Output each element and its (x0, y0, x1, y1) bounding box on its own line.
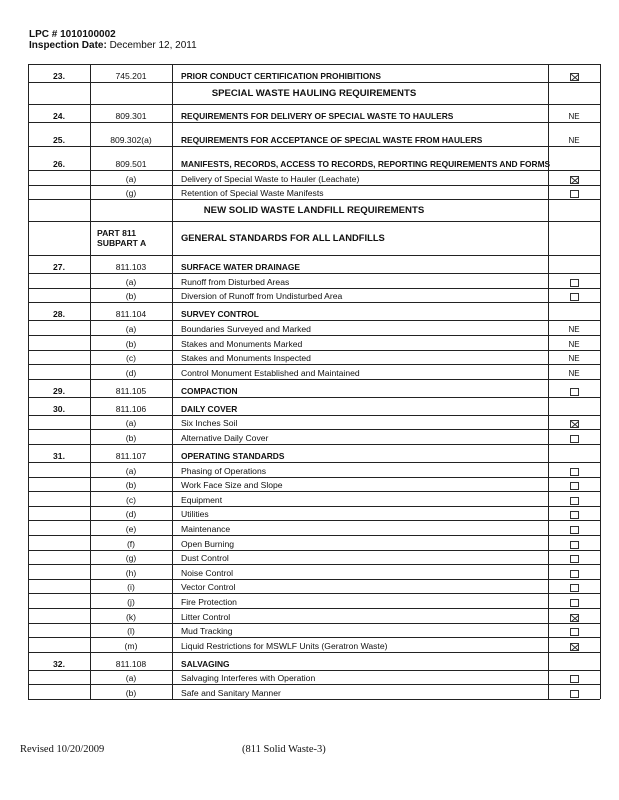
item-number (28, 335, 90, 350)
status-cell[interactable] (548, 64, 600, 82)
inspection-label: Inspection Date: (29, 40, 107, 51)
status-cell[interactable] (548, 670, 600, 685)
checkbox-icon[interactable] (570, 482, 579, 490)
requirement-text: Fire Protection (181, 596, 237, 607)
item-number (28, 593, 90, 608)
not-evaluated-mark: NE (568, 368, 580, 378)
checkbox-icon[interactable] (570, 435, 579, 443)
checklist-row (28, 255, 600, 273)
status-cell[interactable] (548, 637, 600, 652)
status-cell[interactable] (548, 429, 600, 444)
status-cell[interactable] (548, 273, 600, 288)
status-cell[interactable] (548, 104, 600, 122)
checkbox-icon[interactable] (570, 388, 579, 396)
requirement-text: Retention of Special Waste Manifests (181, 188, 324, 199)
item-number (28, 637, 90, 652)
checklist-row (28, 185, 600, 200)
status-cell[interactable] (548, 255, 600, 273)
status-cell[interactable] (548, 564, 600, 579)
checklist-row (28, 379, 600, 397)
requirement-text: COMPACTION (181, 385, 238, 396)
part-label: PART 811 SUBPART A (97, 227, 147, 248)
item-number (28, 273, 90, 288)
checklist-row (28, 335, 600, 350)
status-cell[interactable] (548, 146, 600, 170)
status-cell[interactable] (548, 350, 600, 365)
status-cell[interactable] (548, 335, 600, 350)
checklist-row (28, 593, 600, 608)
section-reference: (d) (125, 367, 137, 378)
not-evaluated-mark: NE (568, 324, 580, 334)
requirement-text: Delivery of Special Waste to Hauler (Leachate) (181, 173, 360, 184)
checkbox-icon[interactable] (570, 690, 579, 698)
requirement-text: REQUIREMENTS FOR ACCEPTANCE OF SPECIAL WASTE FROM HAULERS (181, 135, 483, 145)
column-rule (28, 64, 29, 699)
checklist-row (28, 429, 600, 444)
status-cell[interactable] (548, 623, 600, 638)
status-cell[interactable] (548, 491, 600, 506)
part-title: GENERAL STANDARDS FOR ALL LANDFILLS (181, 231, 385, 243)
section-band (28, 199, 600, 221)
requirement-text: Boundaries Surveyed and Marked (181, 323, 311, 334)
requirement-text: Stakes and Monuments Inspected (181, 353, 311, 364)
status-cell[interactable] (548, 397, 600, 415)
requirement-text: Six Inches Soil (181, 418, 238, 429)
section-reference: 811.107 (115, 451, 147, 461)
section-reference: 809.302(a) (110, 135, 152, 145)
item-number (28, 550, 90, 565)
checklist-row (28, 122, 600, 146)
section-title: NEW SOLID WASTE LANDFILL REQUIREMENTS (203, 205, 425, 217)
checklist-row (28, 104, 600, 122)
requirement-text: Litter Control (181, 611, 231, 622)
checklist-row (28, 397, 600, 415)
item-number (28, 564, 90, 579)
item-number (28, 623, 90, 638)
not-evaluated-mark: NE (568, 339, 580, 349)
status-cell[interactable] (548, 520, 600, 535)
lpc-number: 1010100002 (60, 29, 116, 40)
item-number: 25. (53, 135, 65, 145)
status-cell[interactable] (548, 477, 600, 492)
item-number: 32. (53, 658, 65, 669)
requirement-text: Runoff from Disturbed Areas (181, 276, 290, 287)
checklist-row (28, 608, 600, 623)
checklist-row (28, 623, 600, 638)
status-cell[interactable] (548, 302, 600, 320)
status-cell[interactable] (548, 170, 600, 185)
status-cell[interactable] (548, 652, 600, 670)
section-reference: (h) (125, 567, 137, 578)
item-number (28, 579, 90, 594)
checked-box-icon[interactable] (570, 176, 579, 184)
status-cell[interactable] (548, 608, 600, 623)
checkbox-icon[interactable] (570, 584, 579, 592)
not-evaluated-mark: NE (568, 136, 580, 145)
checked-box-icon[interactable] (570, 643, 579, 651)
requirement-text: Open Burning (181, 538, 235, 549)
item-number (28, 170, 90, 185)
requirement-text: DAILY COVER (181, 403, 238, 414)
part-heading-row (28, 221, 600, 255)
checklist-row (28, 350, 600, 365)
checkbox-icon[interactable] (570, 675, 579, 683)
section-reference: (g) (125, 188, 137, 199)
item-number (28, 415, 90, 430)
requirement-text: Diversion of Runoff from Undisturbed Area (181, 291, 343, 302)
section-reference: (b) (125, 338, 137, 349)
requirement-text: Noise Control (181, 567, 234, 578)
requirement-text: Liquid Restrictions for MSWLF Units (Geratron Waste) (181, 640, 388, 651)
checklist-row (28, 320, 600, 335)
requirement-text: OPERATING STANDARDS (181, 451, 285, 461)
section-reference: (k) (125, 611, 137, 622)
section-reference: (b) (125, 432, 137, 443)
checkbox-icon[interactable] (570, 511, 579, 519)
checklist-row (28, 444, 600, 462)
status-cell[interactable] (548, 185, 600, 200)
checklist-row (28, 302, 600, 320)
requirement-text: Phasing of Operations (181, 465, 267, 476)
item-number (28, 608, 90, 623)
status-cell[interactable] (548, 550, 600, 565)
checkbox-icon[interactable] (570, 526, 579, 534)
section-reference: (b) (125, 291, 137, 302)
status-cell[interactable] (548, 684, 600, 699)
section-reference: (a) (125, 418, 137, 429)
column-rule (600, 64, 601, 699)
checklist-row (28, 670, 600, 685)
checklist-row (28, 535, 600, 550)
status-cell[interactable] (548, 444, 600, 462)
requirement-text: Alternative Daily Cover (181, 432, 269, 443)
item-number: 31. (53, 451, 65, 461)
form-id: (811 Solid Waste-3) (242, 744, 326, 755)
checklist-row (28, 684, 600, 699)
checkbox-icon[interactable] (570, 190, 579, 198)
status-cell[interactable] (548, 462, 600, 477)
checklist-row (28, 491, 600, 506)
checkbox-icon[interactable] (570, 497, 579, 505)
item-number (28, 684, 90, 699)
requirement-text: Vector Control (181, 582, 236, 593)
item-number (28, 185, 90, 200)
section-reference: 811.106 (115, 403, 147, 414)
checklist-row (28, 579, 600, 594)
column-rule (548, 64, 549, 699)
requirement-text: SALVAGING (181, 658, 230, 669)
status-cell[interactable] (548, 415, 600, 430)
checklist-row (28, 64, 600, 82)
checklist-row (28, 637, 600, 652)
item-number: 30. (53, 403, 65, 414)
item-number: 28. (53, 309, 65, 320)
section-reference: (m) (124, 640, 138, 651)
not-evaluated-mark: NE (568, 354, 580, 364)
section-title: SPECIAL WASTE HAULING REQUIREMENTS (211, 88, 417, 99)
column-rule (172, 64, 173, 699)
not-evaluated-mark: NE (568, 112, 580, 121)
status-cell[interactable] (548, 535, 600, 550)
checked-box-icon[interactable] (570, 420, 579, 428)
item-number (28, 520, 90, 535)
requirement-text: Salvaging Interferes with Operation (181, 673, 316, 684)
checklist-row (28, 564, 600, 579)
item-number (28, 364, 90, 379)
section-reference: 811.105 (115, 385, 147, 396)
section-reference: (g) (125, 553, 137, 564)
checklist-row (28, 146, 600, 170)
item-number (28, 506, 90, 521)
checked-box-icon[interactable] (570, 614, 579, 622)
checkbox-icon[interactable] (570, 555, 579, 563)
requirement-text: REQUIREMENTS FOR DELIVERY OF SPECIAL WASTE TO HAULERS (181, 111, 454, 121)
item-number: 27. (53, 262, 65, 273)
requirement-text: PRIOR CONDUCT CERTIFICATION PROHIBITIONS (181, 71, 381, 81)
item-number (28, 491, 90, 506)
requirement-text: Utilities (181, 509, 209, 520)
checkbox-icon[interactable] (570, 279, 579, 287)
requirement-text: SURVEY CONTROL (181, 309, 259, 320)
checklist-row (28, 550, 600, 565)
status-cell[interactable] (548, 320, 600, 335)
status-cell[interactable] (548, 579, 600, 594)
item-number: 23. (53, 71, 65, 81)
checklist-row (28, 170, 600, 185)
section-reference: 811.104 (115, 309, 147, 320)
section-reference: (f) (126, 538, 136, 549)
item-number (28, 670, 90, 685)
section-reference: 745.201 (115, 71, 147, 81)
section-reference: (d) (125, 509, 137, 520)
item-number: 29. (53, 385, 65, 396)
section-reference: (l) (127, 626, 135, 637)
requirement-text: Safe and Sanitary Manner (181, 687, 281, 698)
section-reference: (c) (125, 494, 137, 505)
section-reference: (c) (125, 353, 137, 364)
checkbox-icon[interactable] (570, 570, 579, 578)
checklist-row (28, 506, 600, 521)
requirement-text: Control Monument Established and Maintained (181, 367, 360, 378)
status-cell[interactable] (548, 364, 600, 379)
section-reference: (b) (125, 480, 137, 491)
item-number: 26. (53, 159, 65, 169)
requirement-text: Equipment (181, 494, 223, 505)
status-cell[interactable] (548, 379, 600, 397)
row-rule (28, 699, 600, 700)
checkbox-icon[interactable] (570, 468, 579, 476)
item-number (28, 535, 90, 550)
item-number (28, 288, 90, 303)
lpc-label: LPC # (29, 29, 58, 40)
section-reference: (a) (125, 465, 137, 476)
section-reference: 809.501 (115, 159, 147, 169)
requirement-text: Mud Tracking (181, 626, 233, 637)
section-reference: (i) (127, 582, 135, 593)
checklist-row (28, 288, 600, 303)
checklist-row (28, 273, 600, 288)
checked-box-icon[interactable] (570, 73, 579, 81)
item-number (28, 462, 90, 477)
checklist-row (28, 477, 600, 492)
status-cell[interactable] (548, 506, 600, 521)
column-rule (90, 64, 91, 699)
section-reference: (e) (125, 523, 137, 534)
checkbox-icon[interactable] (570, 628, 579, 636)
item-number (28, 429, 90, 444)
checkbox-icon[interactable] (570, 599, 579, 607)
requirement-text: SURFACE WATER DRAINAGE (181, 262, 300, 273)
requirement-text: MANIFESTS, RECORDS, ACCESS TO RECORDS, REPORTING REQUIREMENTS AND FORMS (181, 159, 551, 169)
section-band (28, 82, 600, 104)
item-number: 24. (53, 111, 65, 121)
inspection-date: December 12, 2011 (109, 40, 197, 51)
status-cell[interactable] (548, 288, 600, 303)
lpc-line (29, 29, 116, 40)
checklist-row (28, 652, 600, 670)
section-reference: (b) (125, 687, 137, 698)
item-number (28, 320, 90, 335)
section-reference: (j) (127, 596, 135, 607)
checklist-row (28, 364, 600, 379)
checkbox-icon[interactable] (570, 541, 579, 549)
section-reference: (a) (125, 173, 137, 184)
item-number (28, 477, 90, 492)
checklist-row (28, 520, 600, 535)
section-reference: (a) (125, 673, 137, 684)
requirement-text: Maintenance (181, 523, 231, 534)
revised-date: Revised 10/20/2009 (20, 744, 105, 755)
checklist-row (28, 462, 600, 477)
status-cell[interactable] (548, 122, 600, 146)
section-reference: (a) (125, 323, 137, 334)
status-cell[interactable] (548, 593, 600, 608)
checklist-row (28, 415, 600, 430)
section-reference: (a) (125, 276, 137, 287)
checkbox-icon[interactable] (570, 293, 579, 301)
requirement-text: Dust Control (181, 553, 229, 564)
inspection-line (29, 40, 197, 51)
item-number (28, 350, 90, 365)
requirement-text: Stakes and Monuments Marked (181, 338, 303, 349)
section-reference: 809.301 (115, 111, 147, 121)
section-reference: 811.103 (115, 262, 147, 273)
section-reference: 811.108 (115, 658, 147, 669)
requirement-text: Work Face Size and Slope (181, 480, 283, 491)
